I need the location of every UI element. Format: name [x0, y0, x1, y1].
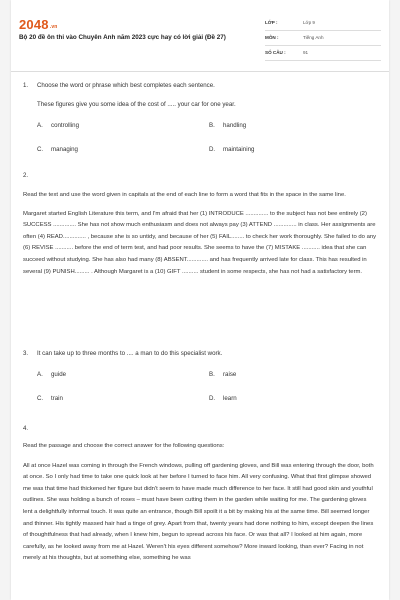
question-3: [23, 348, 377, 409]
header-divider: [11, 71, 389, 72]
question-text: It can take up to three months to .... a man to do this specialist work.: [37, 350, 223, 357]
option-b[interactable]: B. handling: [209, 122, 247, 130]
options-row: [37, 369, 377, 385]
question-instruction: Read the passage and choose the correct answer for the following questions:: [23, 443, 225, 449]
question-2: [23, 170, 377, 278]
meta-row-question-count: [265, 46, 381, 61]
option-a[interactable]: A. guide: [37, 370, 67, 378]
question-sentence: These figures give you some idea of the cost of ..... your car for one year.: [37, 100, 236, 108]
question-4: [23, 423, 377, 565]
document-title: Bộ 20 đề ôn thi vào Chuyên Anh năm 2023 cực hay có lời giải (Đề 27): [19, 34, 226, 41]
meta-value: Tiếng Anh: [303, 35, 324, 40]
meta-label: MÔN :: [265, 35, 279, 40]
question-passage: Margaret started English Literature this term, and I'm afraid that her (1) INTRODUCE .............. to the subject has not bee entirely (2) SUCCESS .............. She has not show much enthusiasm and does not always pay (3) ATTEND .............. in class. Her assignments are often (4) READ.............. , because she is so untidy, and because of her (5) FAIL........ to check her work thoroughly. She failed to do any (6) REVISE ........... before the end of term test, and had poor results. She seems to have the (7) MISTAKE ........... idea that she can succeed without studying. She has also had many (8) ABSENT............. and has frequently arrived late for class. This has resulted in several (9) PUNISH......... . Although Margaret is a (10) GIFT .......... student in some respects, she has not had a satisfactory term.: [23, 210, 377, 275]
question-passage: All at once Hazel was coming in through the French windows, pulling off gardening gloves, and Bill was entering through the door, both at once. So I only had time to take one quick look at her before I turned to face him. All very confusing. What that first glimpse showed me was that time had thickened her figure but didn't seem to have made much difference to her face. It still had good skin and youthful outlines. She was holding a bunch of roses – must have been cutting them in the garden while waiting for me. The gardening gloves lent a delightfully informal touch. It was quite an entrance, though Bill spoilt it a bit by making his at the same time. Bill seemed longer and thinner. His tightly massed hair had a tinge of grey. Apart from that, twenty years had done nothing to him, except deepen the lines of thoughtfulness that had already, when I knew him, begun to spread across his face. Or was that all? I looked at him again, more carefully, as he looked away from me at Hazel. Weren't his eyes different somehow? More inward looking, than ever? Facing in not merely at his thoughts, but at something else, something he was: [23, 462, 374, 562]
option-b[interactable]: B. raise: [209, 370, 237, 378]
meta-label: SỐ CÂU :: [265, 50, 286, 55]
question-1: [23, 80, 377, 160]
options-row: [37, 120, 377, 136]
document-page: [11, 0, 389, 600]
site-logo[interactable]: 2048.vn: [19, 17, 58, 32]
option-c[interactable]: C. managing: [37, 146, 78, 154]
meta-row-grade: [265, 16, 381, 31]
meta-value: 91: [303, 50, 309, 55]
document-header: [19, 12, 381, 67]
question-number: 2.: [23, 172, 29, 179]
option-d[interactable]: D. maintaining: [209, 146, 255, 154]
meta-value: Lớp 9: [303, 20, 315, 25]
meta-row-subject: [265, 31, 381, 46]
meta-label: LỚP :: [265, 20, 278, 25]
document-meta: [265, 16, 381, 61]
option-c[interactable]: C. train: [37, 394, 63, 402]
question-number: 1.: [23, 82, 29, 89]
option-a[interactable]: A. controlling: [37, 122, 79, 130]
option-d[interactable]: D. learn: [209, 394, 237, 402]
question-number: 3.: [23, 350, 29, 357]
question-instruction: Read the text and use the word given in capitals at the end of each line to form a word that fits in the space in the same line.: [23, 192, 346, 198]
question-text: Choose the word or phrase which best completes each sentence.: [37, 82, 215, 89]
options-row: [37, 144, 377, 160]
question-number: 4.: [23, 425, 29, 432]
options-row: [37, 393, 377, 409]
